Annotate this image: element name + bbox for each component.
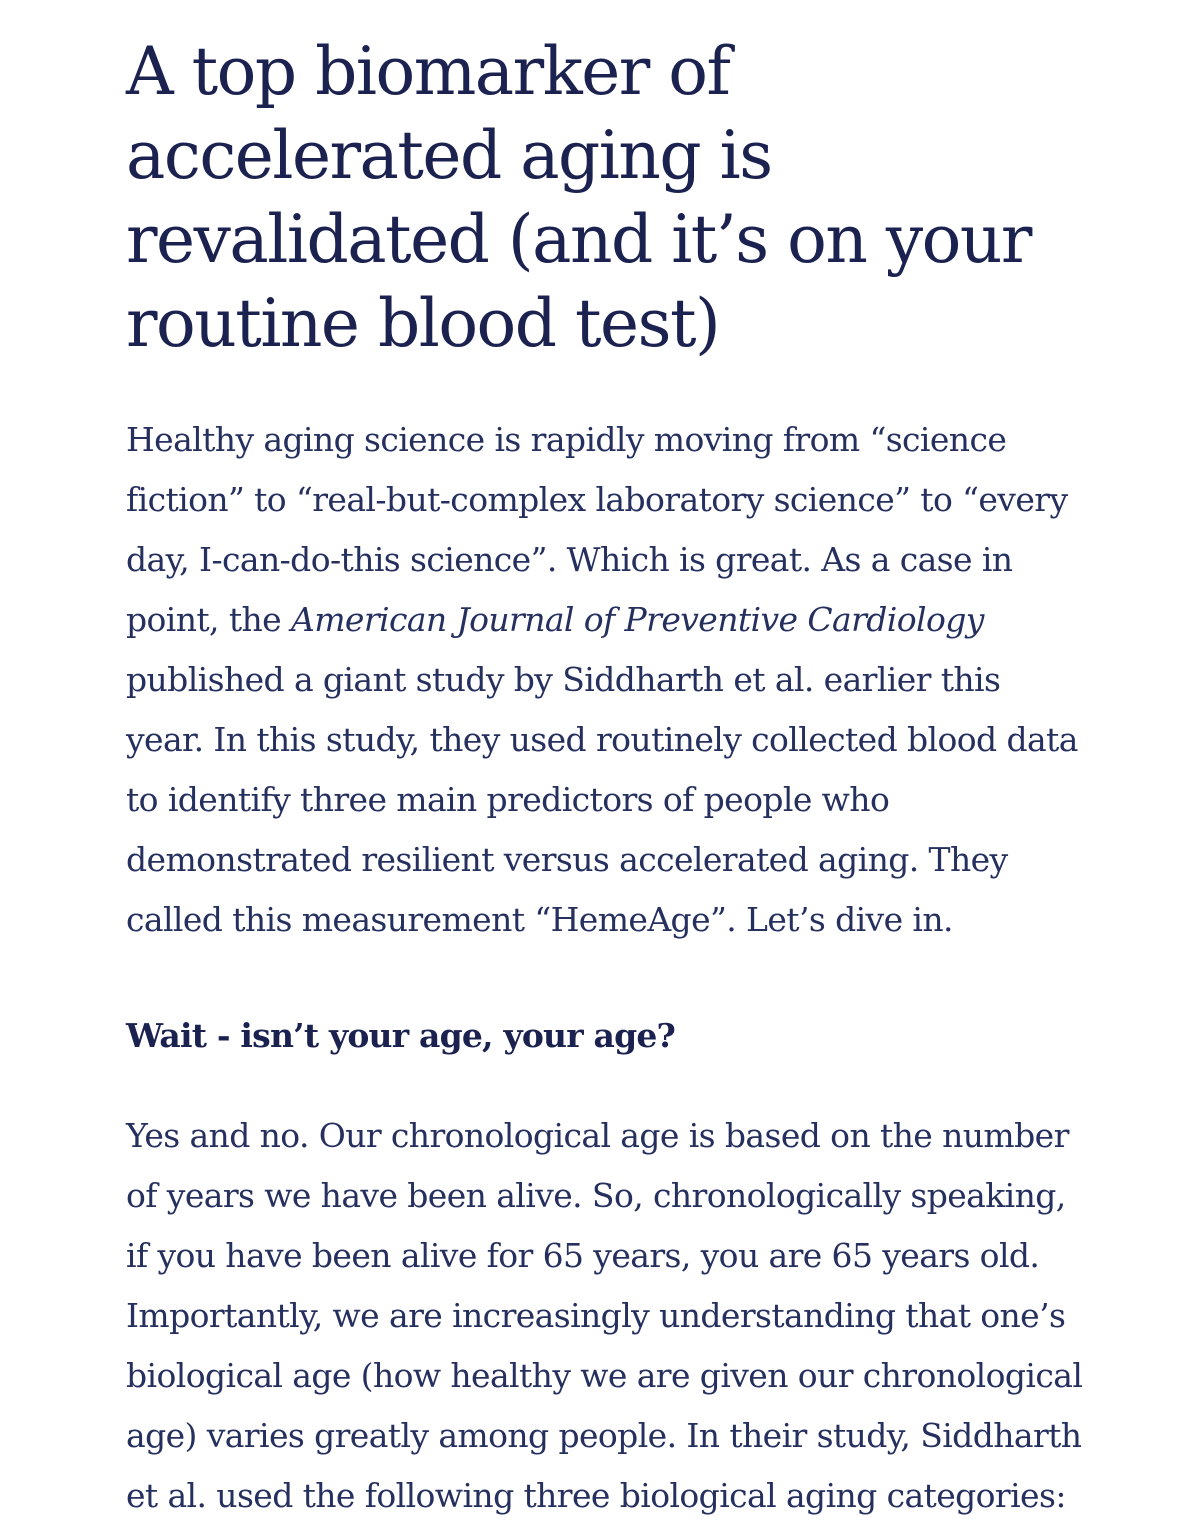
- intro-text-start: Healthy aging science is rapidly moving from “science fiction” to “real-but-complex laboratory science” to “every day, I-can-do-this science”. Which is great. As a case in point, the: [126, 420, 1068, 639]
- intro-text-end: published a giant study by Siddharth et al. earlier this year. In this study, they used routinely collected blood data to identify three main predictors of people who demonstrated resilient versus accelerated aging. They called this measurement “HemeAge”. Let’s dive in.: [126, 660, 1078, 939]
- article: [126, 30, 1086, 1526]
- article-title: A top biomarker of accelerated aging is revalidated (and it’s on your routine blood test): [126, 33, 1031, 362]
- section-paragraph: Yes and no. Our chronological age is based on the number of years we have been alive. So, chronologically speaking, if you have been alive for 65 years, you are 65 years old. Importantly, we are increasingly understanding that one’s biological age (how healthy we are given our chronological age) varies greatly among people. In their study, Siddharth et al. used the following three biological aging categories:: [126, 1116, 1083, 1515]
- section-heading: Wait - isn’t your age, your age?: [126, 1016, 676, 1055]
- journal-name: American Journal of Preventive Cardiology: [290, 600, 984, 639]
- intro-paragraph: [126, 410, 1086, 950]
